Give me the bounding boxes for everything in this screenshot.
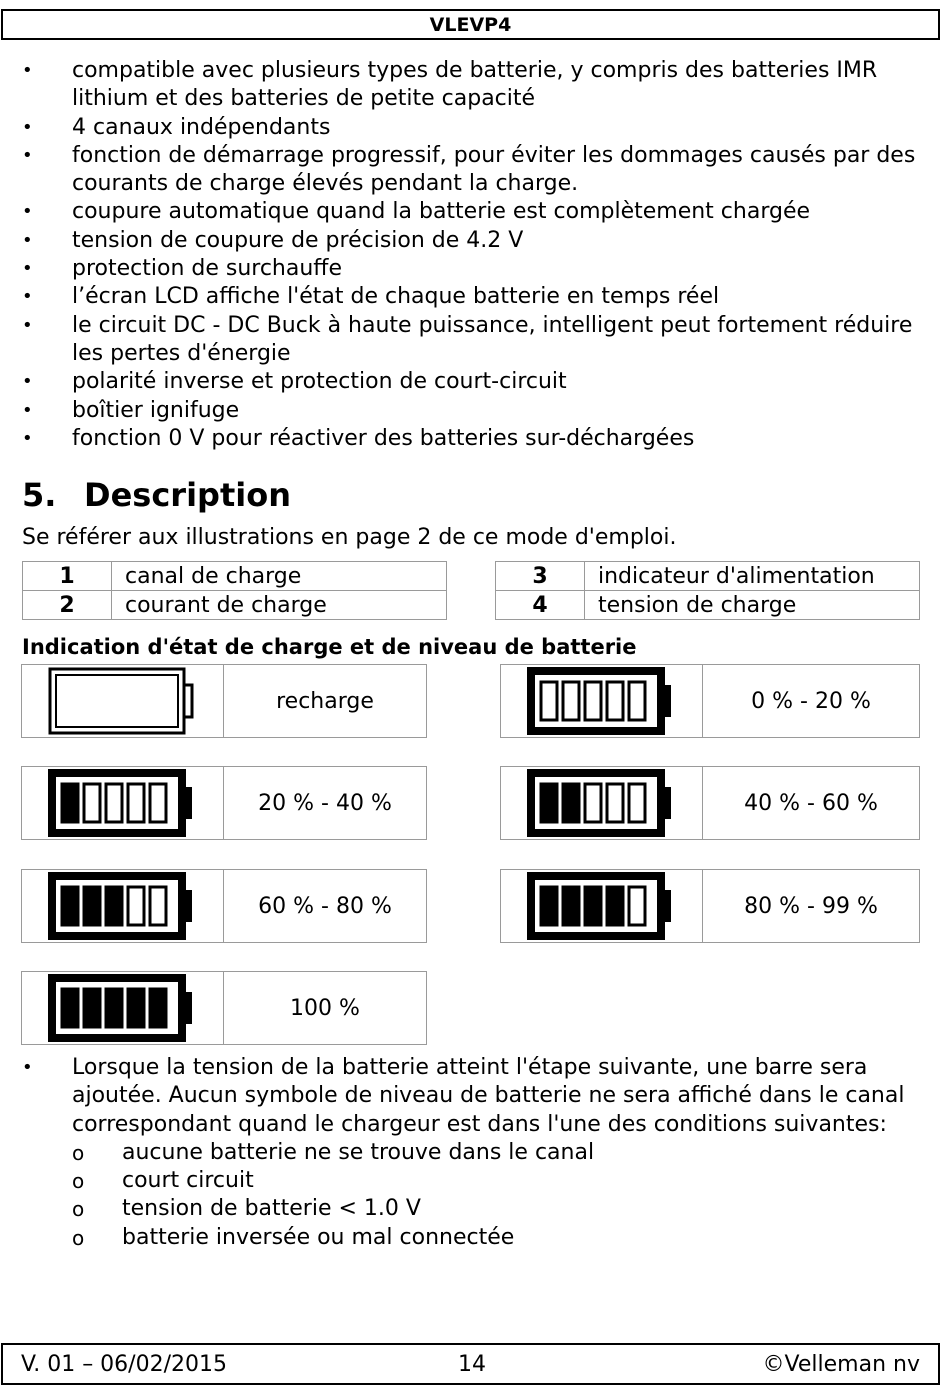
intro-text: Se référer aux illustrations en page 2 de ce mode d'emploi. [22, 525, 677, 550]
legend-table-left [22, 561, 447, 620]
battery-icon [22, 870, 224, 942]
battery-bar-empty [128, 887, 144, 925]
feature-item: • le circuit DC - DC Buck à haute puissance, intelligent peut fortement réduire les pertes d'énergie [0, 312, 950, 369]
battery-level-label: 100 % [290, 995, 360, 1021]
page-footer [1, 1343, 940, 1385]
battery-bar-filled [607, 887, 623, 925]
section-number: 5. [22, 476, 57, 514]
battery-level-cell [500, 766, 920, 840]
battery-bar-empty [585, 682, 601, 720]
battery-level-cell [21, 664, 427, 738]
battery-bar-empty [607, 682, 623, 720]
battery-level-cell [21, 869, 427, 943]
battery-terminal [661, 890, 671, 922]
battery-bar-empty [629, 682, 645, 720]
battery-level-cell [500, 869, 920, 943]
battery-bar-empty [607, 784, 623, 822]
battery-terminal [182, 890, 192, 922]
battery-bar-empty [106, 784, 122, 822]
table-row [496, 562, 920, 591]
feature-item: • compatible avec plusieurs types de batterie, y compris des batteries IMR lithium et des batteries de petite capacité [0, 57, 950, 114]
battery-bar-empty [585, 784, 601, 822]
table-row [23, 562, 447, 591]
legend-number: 1 [23, 562, 112, 591]
feature-item: • fonction 0 V pour réactiver des batteries sur-déchargées [0, 425, 950, 453]
battery-bar-empty [629, 784, 645, 822]
footer-page-number: 14 [458, 1352, 486, 1377]
footer-copyright: ©Velleman nv [762, 1352, 920, 1377]
battery-icon [22, 767, 224, 839]
table-row [23, 591, 447, 620]
note-item [0, 1054, 950, 1252]
battery-inner-shell [56, 675, 178, 727]
battery-terminal [182, 992, 192, 1024]
battery-bar-filled [84, 887, 100, 925]
battery-bar-empty [84, 784, 100, 822]
condition-item: o court circuit [0, 1167, 922, 1195]
battery-bar-filled [62, 784, 78, 822]
battery-terminal [182, 787, 192, 819]
battery-bar-filled [84, 989, 100, 1027]
battery-bar-filled [150, 989, 166, 1027]
condition-item: o tension de batterie < 1.0 V [0, 1195, 922, 1223]
document-model-title: VLEVP4 [429, 14, 512, 36]
feature-item: • l’écran LCD affiche l'état de chaque batterie en temps réel [0, 283, 950, 311]
battery-bar-empty [629, 887, 645, 925]
legend-number: 3 [496, 562, 585, 591]
condition-item: o batterie inversée ou mal connectée [0, 1224, 922, 1252]
battery-bar-filled [106, 887, 122, 925]
battery-bar-empty [541, 682, 557, 720]
battery-bar-empty [150, 784, 166, 822]
battery-bar-filled [62, 989, 78, 1027]
battery-level-label: recharge [276, 688, 374, 714]
battery-icon [501, 767, 703, 839]
legend-label: indicateur d'alimentation [585, 562, 920, 591]
battery-icon [22, 972, 224, 1044]
battery-level-cell [21, 766, 427, 840]
battery-bar-filled [128, 989, 144, 1027]
section-title: Description [84, 476, 291, 514]
battery-bar-filled [541, 784, 557, 822]
battery-bar-filled [541, 887, 557, 925]
feature-item: • polarité inverse et protection de court-circuit [0, 368, 950, 396]
battery-icon [501, 665, 703, 737]
page-header [1, 9, 940, 40]
feature-item: • protection de surchauffe [0, 255, 950, 283]
section-heading [22, 473, 291, 517]
battery-icon [22, 665, 224, 737]
condition-item: o aucune batterie ne se trouve dans le canal [0, 1139, 922, 1167]
battery-bar-filled [106, 989, 122, 1027]
battery-outer-shell [50, 669, 184, 733]
battery-level-cell [500, 664, 920, 738]
battery-bar-empty [150, 887, 166, 925]
battery-bar-filled [563, 887, 579, 925]
feature-item: • tension de coupure de précision de 4.2 V [0, 227, 950, 255]
table-row [496, 591, 920, 620]
legend-table-right [495, 561, 920, 620]
indication-heading: Indication d'état de charge et de niveau de batterie [22, 635, 637, 659]
feature-item: • fonction de démarrage progressif, pour éviter les dommages causés par des courants de charge élevés pendant la charge. [0, 142, 950, 199]
legend-label: canal de charge [112, 562, 447, 591]
legend-label: tension de charge [585, 591, 920, 620]
battery-bar-filled [585, 887, 601, 925]
battery-icon [501, 870, 703, 942]
battery-level-label: 80 % - 99 % [744, 893, 878, 919]
footer-version: V. 01 – 06/02/2015 [21, 1352, 227, 1377]
battery-terminal [661, 685, 671, 717]
note-text: Lorsque la tension de la batterie atteint l'étape suivante, une barre sera ajoutée. Aucun symbole de niveau de batterie ne sera affiché dans le canal correspondant quand le chargeur est dans l'une des conditions suivantes: [72, 1055, 905, 1137]
legend-number: 2 [23, 591, 112, 620]
battery-level-label: 20 % - 40 % [258, 790, 392, 816]
battery-level-label: 40 % - 60 % [744, 790, 878, 816]
feature-item: • 4 canaux indépendants [0, 114, 950, 142]
battery-bar-filled [563, 784, 579, 822]
battery-bar-empty [128, 784, 144, 822]
legend-label: courant de charge [112, 591, 447, 620]
battery-bar-empty [563, 682, 579, 720]
legend-number: 4 [496, 591, 585, 620]
feature-list [0, 57, 950, 453]
battery-level-cell [21, 971, 427, 1045]
battery-level-label: 0 % - 20 % [751, 688, 871, 714]
battery-level-label: 60 % - 80 % [258, 893, 392, 919]
battery-bar-filled [62, 887, 78, 925]
battery-terminal [661, 787, 671, 819]
notes-list [0, 1054, 950, 1252]
condition-list [72, 1139, 922, 1252]
feature-item: • boîtier ignifuge [0, 397, 950, 425]
feature-item: • coupure automatique quand la batterie est complètement chargée [0, 198, 950, 226]
